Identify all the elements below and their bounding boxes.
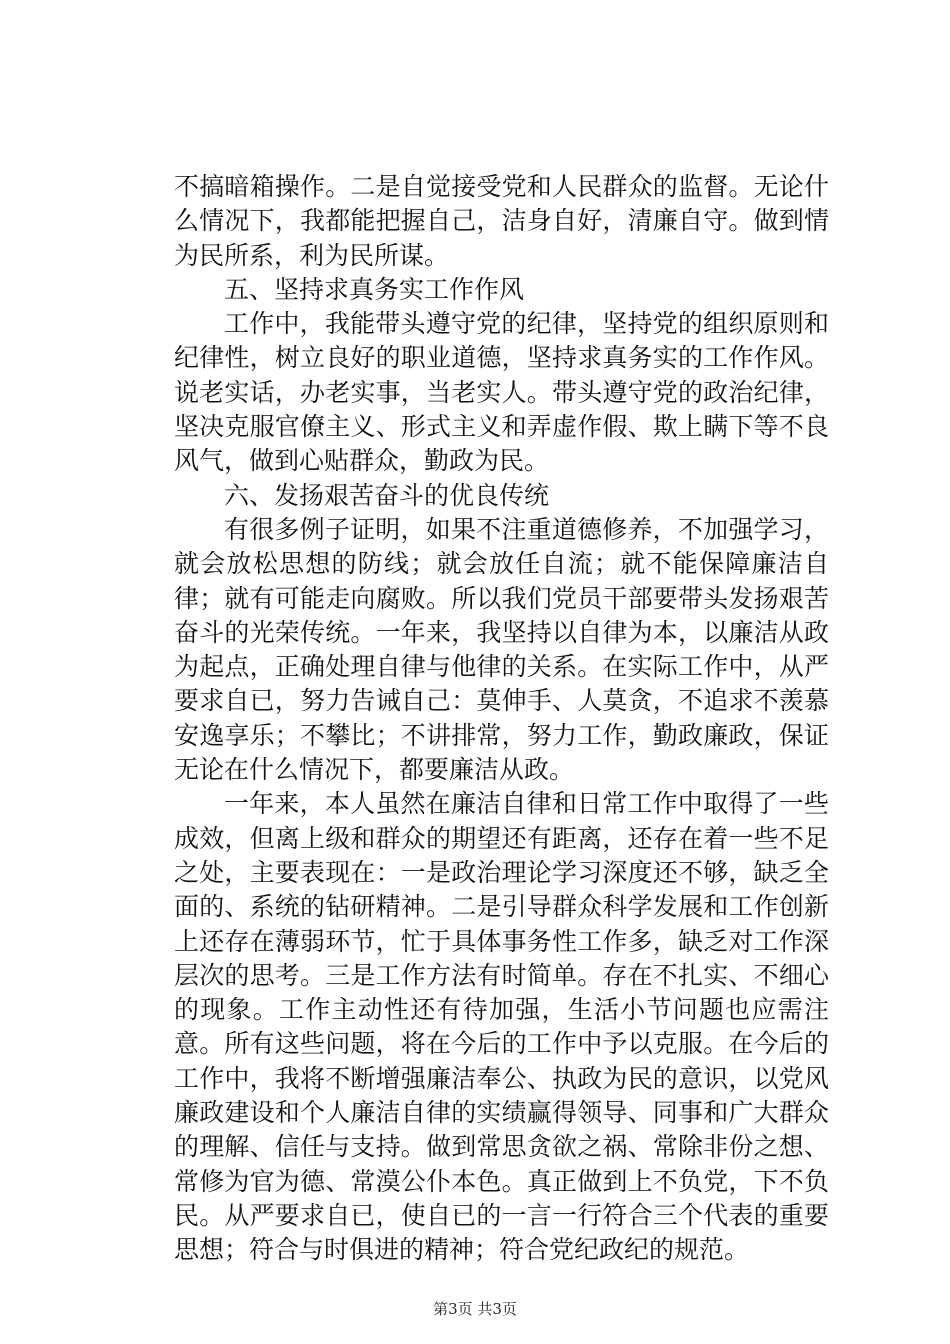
page-footer: 第3页 共3页 [433, 1300, 517, 1318]
section-heading-five: 五、坚持求真务实工作作风 [224, 274, 525, 304]
paragraph-shortcomings: 一年来，本人虽然在廉洁自律和日常工作中取得了一些成效，但离上级和群众的期望还有距离，还存在着一些不足之处，主要表现在：一是政治理论学习深度还不够，缺乏全面的、系统的钻研精神。二是引导群众科学发展和工作创新上还存在薄弱环节，忙于具体事务性工作多，缺乏对工作深层次的思考。三是工作方法有时简单。存在不扎实、不细心的现象。工作主动性还有待加强，生活小节问题也应需注意。所有这些问题，将在今后的工作中予以克服。在今后的工作中，我将不断增强廉洁奉公、执政为民的意识，以党风廉政建设和个人廉洁自律的实绩赢得领导、同事和广大群众的理解、信任与支持。做到常思贪欲之祸、常除非份之想、常修为官为德、常漠公仆本色。真正做到上不负党，下不负民。从严要求自已，使自已的一言一行符合三个代表的重要思想；符合与时俱进的精神；符合党纪政纪的规范。 [174, 789, 829, 1265]
section-heading-six: 六、发扬艰苦奋斗的优良传统 [224, 480, 550, 510]
paragraph-continuation: 不搞暗箱操作。二是自觉接受党和人民群众的监督。无论什么情况下，我都能把握自己，洁身自好，清廉自守。做到情为民所系，利为民所谋。 [174, 172, 829, 270]
paragraph-hard-work-tradition: 有很多例子证明，如果不注重道德修养，不加强学习，就会放松思想的防线；就会放任自流；就不能保障廉洁自律；就有可能走向腐败。所以我们党员干部要带头发扬艰苦奋斗的光荣传统。一年来，我坚持以自律为本，以廉洁从政为起点，正确处理自律与他律的关系。在实际工作中，从严要求自已，努力告诫自己：莫伸手、人莫贪，不追求不羡慕安逸享乐；不攀比；不讲排常，努力工作，勤政廉政，保证无论在什么情况下，都要廉洁从政。 [174, 514, 829, 785]
document-body [174, 170, 829, 1268]
paragraph-work-style: 工作中，我能带头遵守党的纪律，坚持党的组织原则和纪律性，树立良好的职业道德，坚持求真务实的工作作风。说老实话，办老实事，当老实人。带头遵守党的政治纪律，坚决克服官僚主义、形式主义和弄虚作假、欺上瞒下等不良风气，做到心贴群众，勤政为民。 [174, 309, 829, 476]
